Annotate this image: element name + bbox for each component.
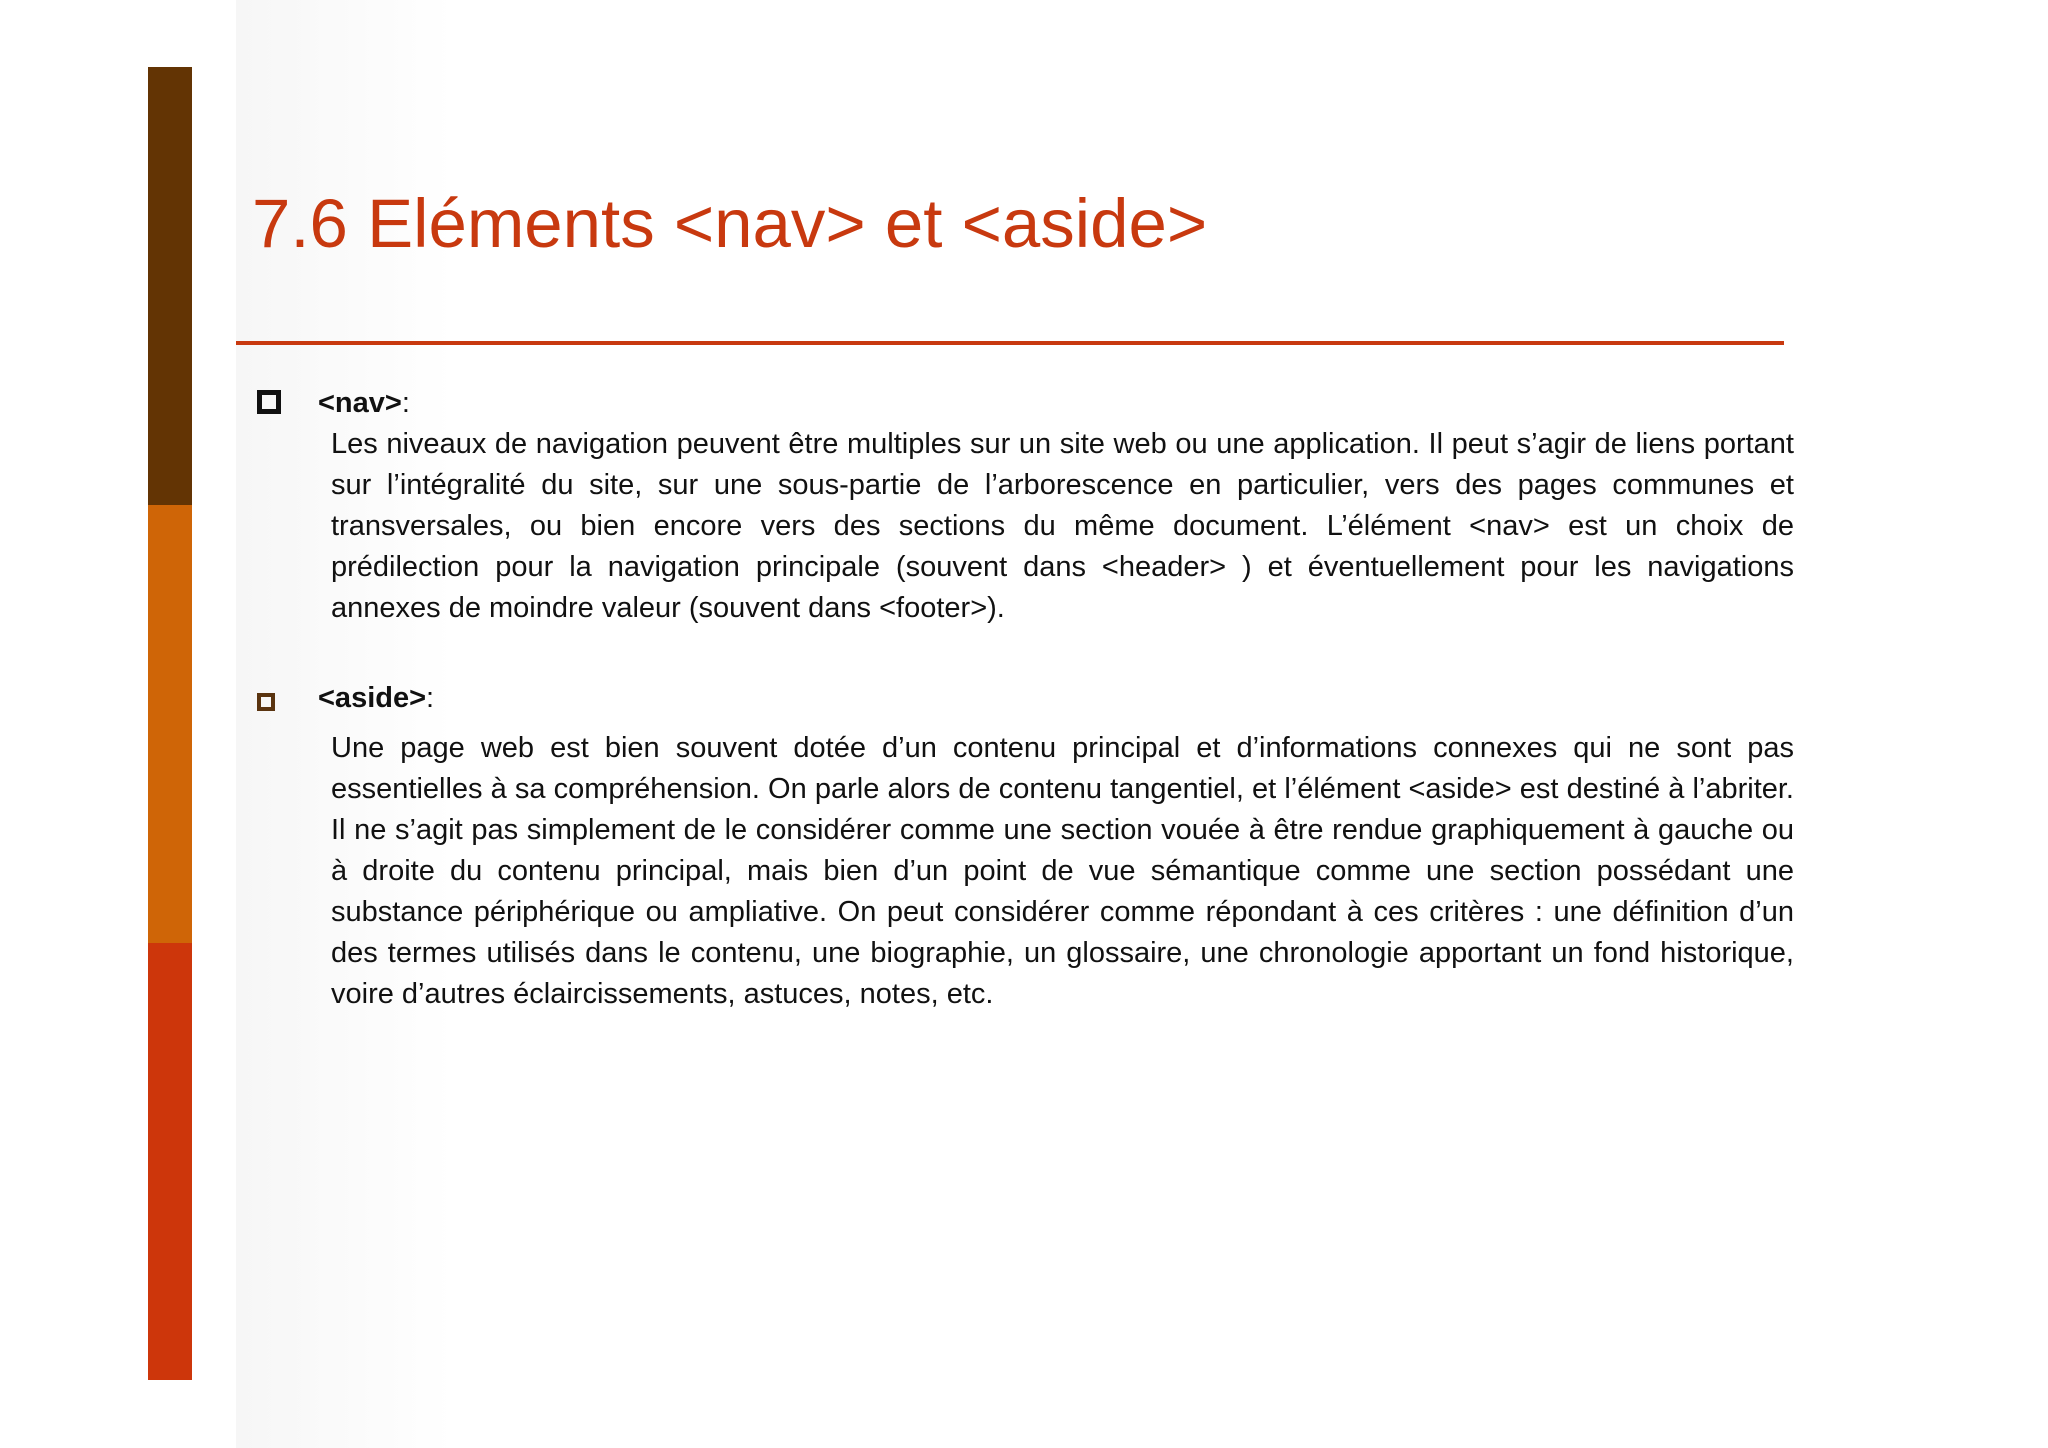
side-bar-segment-brown bbox=[148, 67, 192, 505]
hollow-square-bullet-icon bbox=[257, 390, 281, 414]
side-bar-segment-red bbox=[148, 943, 192, 1380]
slide-title: 7.6 Eléments <nav> et <aside> bbox=[252, 185, 1208, 262]
decorative-side-bar bbox=[148, 67, 192, 1380]
aside-item-heading bbox=[318, 681, 434, 716]
nav-item-description: Les niveaux de navigation peuvent être multiples sur un site web ou une application. Il peut s’agir de liens portant sur l’intégralité du site, sur une sous-partie de l’arborescence en particulier, vers des pages communes et transversales, ou bien encore vers des sections du même document. L’élément <nav> est un choix de prédilection pour la navigation principale (souvent dans <header> ) et éventuellement pour les navigations annexes de moindre valeur (souvent dans <footer>). bbox=[331, 428, 1794, 624]
nav-item-heading bbox=[318, 386, 410, 421]
nav-tag-label: <nav> bbox=[318, 387, 402, 419]
title-divider bbox=[236, 341, 1784, 345]
aside-item-description: Une page web est bien souvent dotée d’un contenu principal et d’informations connexes qui ne sont pas essentielles à sa compréhension. On parle alors de contenu tangentiel, et l’élément <aside> est destiné à l’abriter. Il ne s’agit pas simplement de le considérer comme une section vouée à être rendue graphiquement à gauche ou à droite du contenu principal, mais bien d’un point de vue sémantique comme une section possédant une substance périphérique ou ampliative. On peut considérer comme répondant à ces critères : une définition d’un des termes utilisés dans le contenu, une biographie, un glossaire, une chronologie apportant un fond historique, voire d’autres éclaircissements, astuces, notes, etc. bbox=[331, 732, 1794, 1010]
aside-heading-colon: : bbox=[426, 682, 435, 714]
aside-tag-label: <aside> bbox=[318, 682, 427, 714]
nav-heading-colon: : bbox=[401, 387, 410, 419]
hollow-square-bullet-icon bbox=[257, 693, 275, 711]
side-bar-segment-orange bbox=[148, 505, 192, 943]
